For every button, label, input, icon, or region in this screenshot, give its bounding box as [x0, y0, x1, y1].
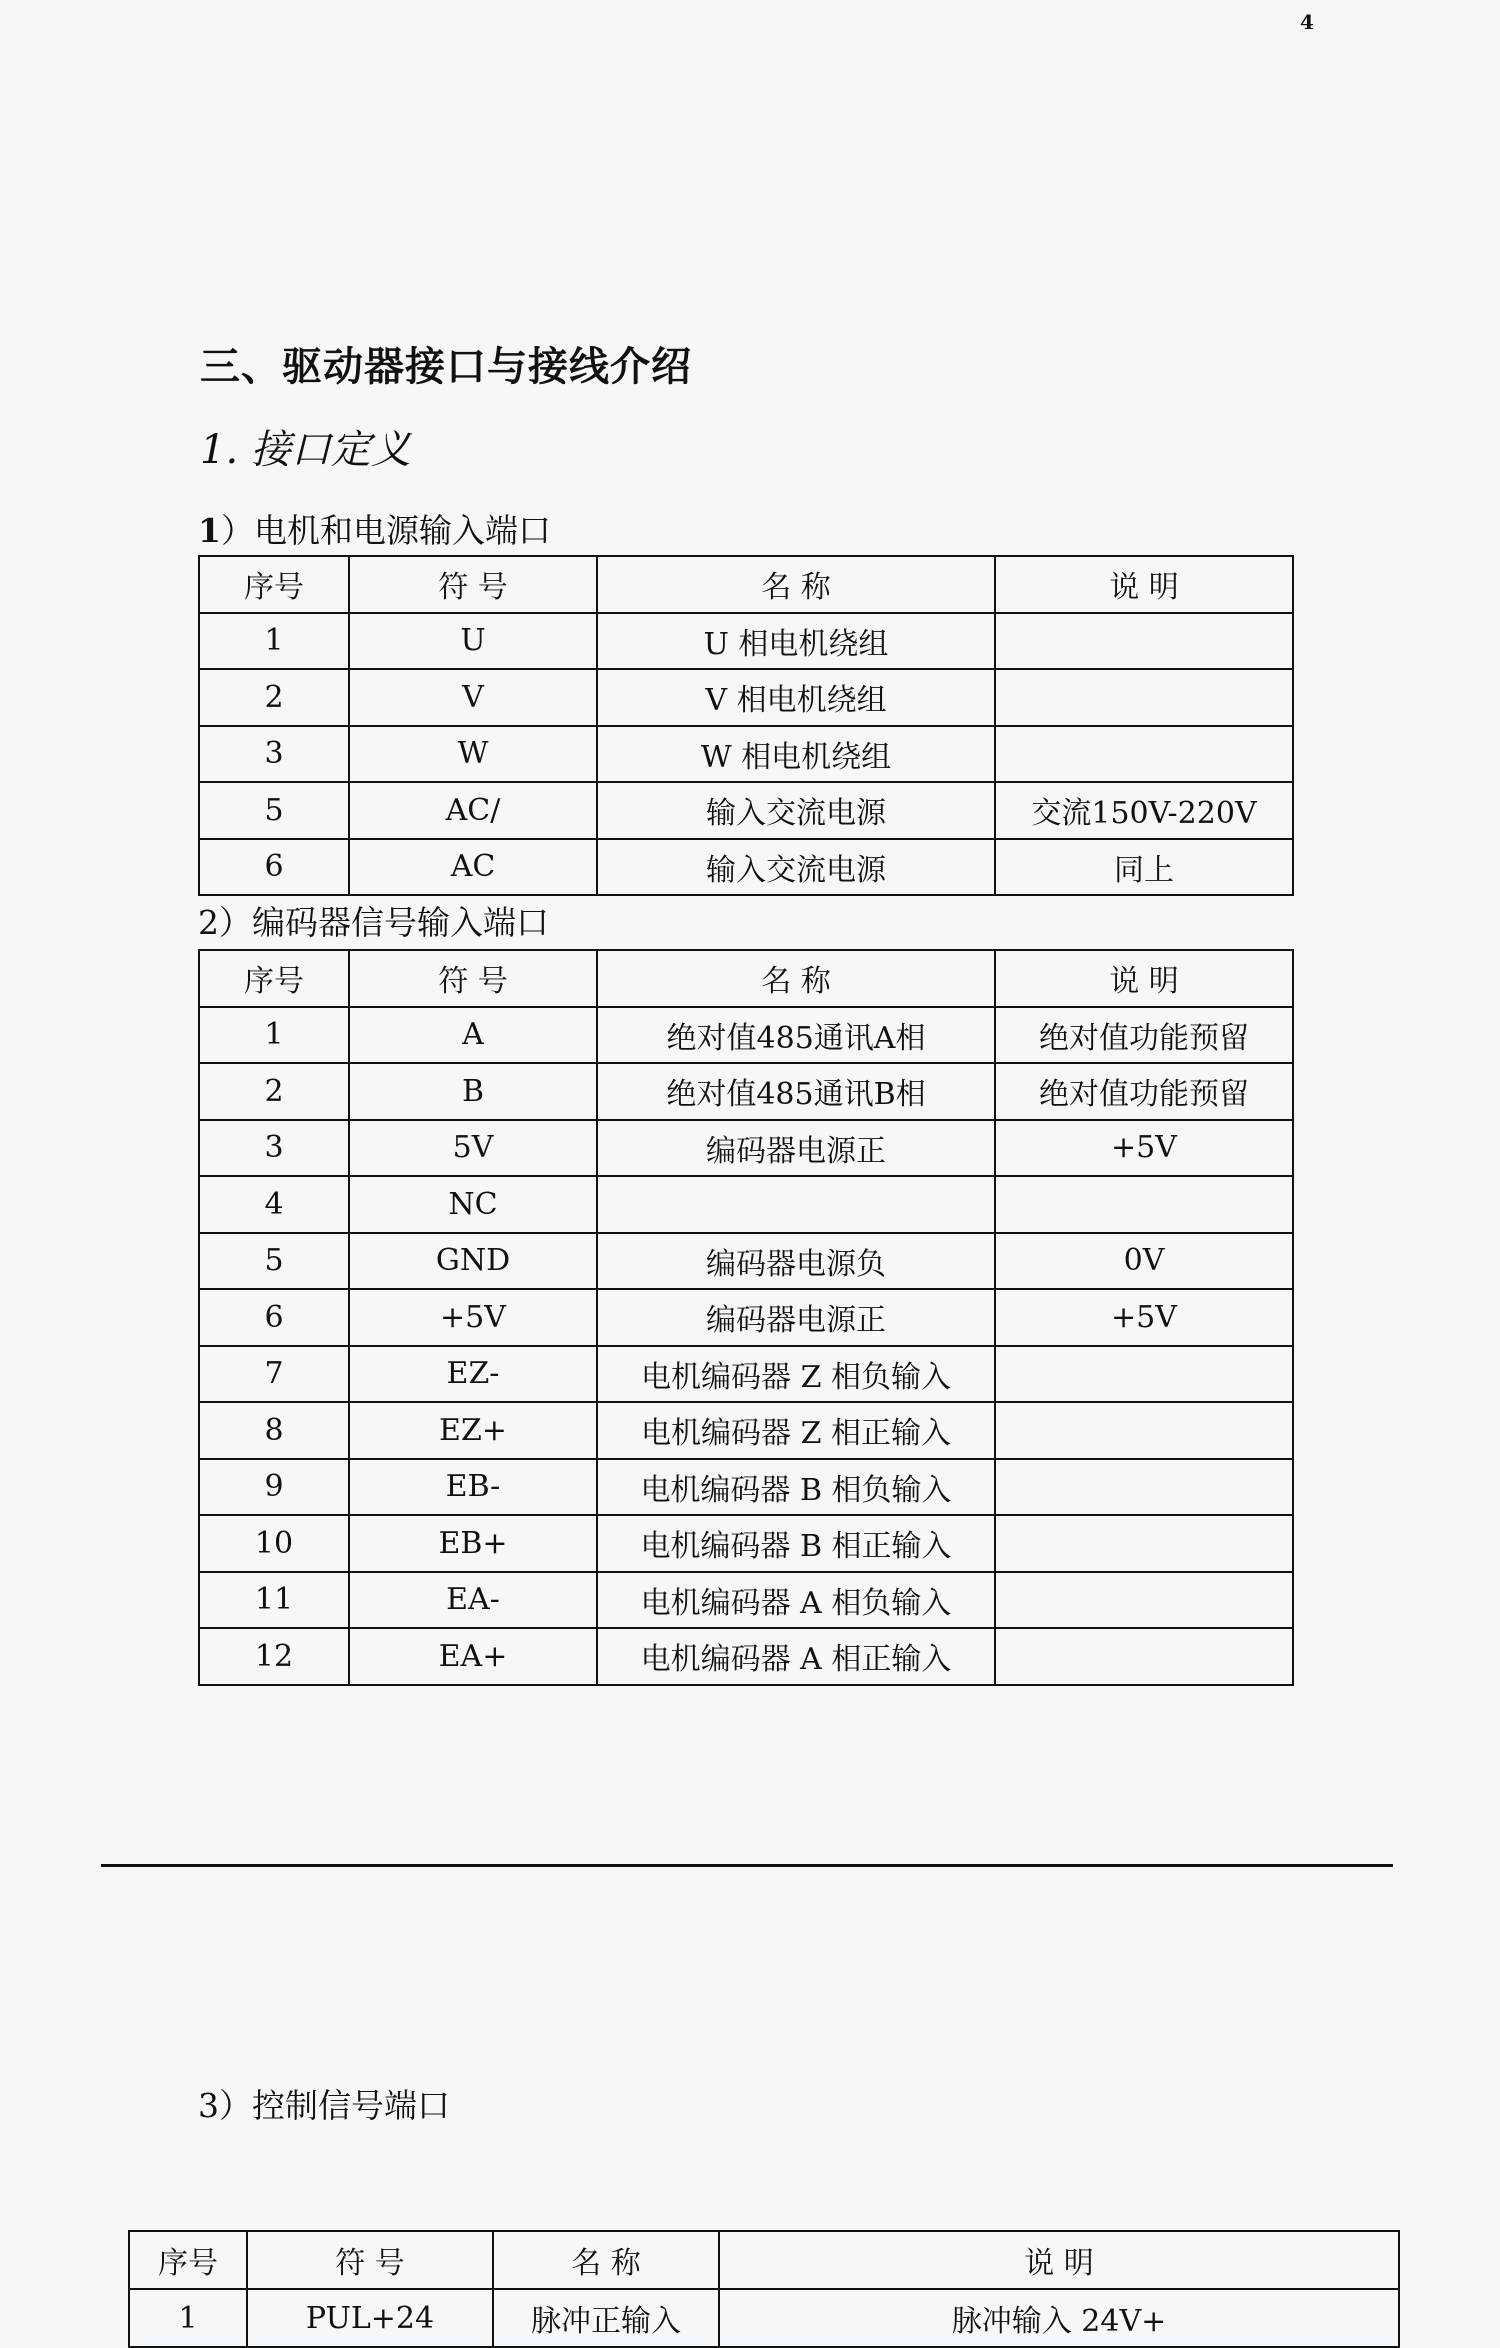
table-cell: 脉冲输入 24V+: [719, 2289, 1399, 2347]
table-row: [199, 1120, 1293, 1177]
table-cell: B: [349, 1063, 597, 1120]
table-row: [199, 1515, 1293, 1572]
table-row: [199, 1628, 1293, 1685]
table-cell: 1: [199, 1007, 349, 1064]
table-cell: [995, 1515, 1293, 1572]
table-row: [199, 1572, 1293, 1629]
column-header: 符 号: [349, 556, 597, 613]
table-row: [199, 613, 1293, 670]
table-cell: PUL+24: [247, 2289, 493, 2347]
table-cell: 3: [199, 726, 349, 783]
table-cell: 电机编码器 B 相正输入: [597, 1515, 995, 1572]
table-cell: GND: [349, 1233, 597, 1290]
table-cell: 6: [199, 839, 349, 896]
table-body: [129, 2289, 1399, 2347]
section-title: 三、驱动器接口与接线介绍: [200, 343, 692, 390]
table-cell: 绝对值485通讯A相: [597, 1007, 995, 1064]
table-cell: 10: [199, 1515, 349, 1572]
table-cell: 电机编码器 Z 相正输入: [597, 1402, 995, 1459]
table-cell: 脉冲正输入: [493, 2289, 719, 2347]
table-cell: 9: [199, 1459, 349, 1516]
column-header: 序号: [199, 556, 349, 613]
table-row: [199, 1176, 1293, 1233]
table-cell: 2: [199, 669, 349, 726]
table-cell: 输入交流电源: [597, 782, 995, 839]
table-cell: 电机编码器 A 相正输入: [597, 1628, 995, 1685]
table-cell: [995, 1459, 1293, 1516]
table-cell: [995, 1628, 1293, 1685]
table-cell: U: [349, 613, 597, 670]
page-number: 4: [1300, 10, 1314, 34]
column-header: 序号: [129, 2231, 247, 2289]
header-row: [129, 2231, 1399, 2289]
table-cell: 5V: [349, 1120, 597, 1177]
table-cell: 绝对值485通讯B相: [597, 1063, 995, 1120]
table-cell: 2: [199, 1063, 349, 1120]
table1-caption-number: 1: [198, 511, 221, 550]
table-cell: 电机编码器 A 相负输入: [597, 1572, 995, 1629]
table-body: [199, 613, 1293, 896]
table-header: [199, 950, 1293, 1007]
table-cell: 电机编码器 B 相负输入: [597, 1459, 995, 1516]
table-cell: +5V: [995, 1120, 1293, 1177]
table-cell: [995, 613, 1293, 670]
table-cell: AC: [349, 839, 597, 896]
table-row: [199, 1289, 1293, 1346]
column-header: 名 称: [493, 2231, 719, 2289]
table-cell: 绝对值功能预留: [995, 1007, 1293, 1064]
column-header: 说 明: [995, 950, 1293, 1007]
table-cell: 编码器电源负: [597, 1233, 995, 1290]
table-row: [199, 1346, 1293, 1403]
table-cell: V: [349, 669, 597, 726]
table-row: [199, 1402, 1293, 1459]
column-header: 名 称: [597, 556, 995, 613]
column-header: 名 称: [597, 950, 995, 1007]
table-cell: +5V: [995, 1289, 1293, 1346]
motor-power-port-table: [198, 555, 1294, 896]
table-cell: [995, 1346, 1293, 1403]
table-cell: EB-: [349, 1459, 597, 1516]
table-header: [199, 556, 1293, 613]
table-cell: 7: [199, 1346, 349, 1403]
table-cell: W: [349, 726, 597, 783]
table-cell: +5V: [349, 1289, 597, 1346]
table-row: [199, 1063, 1293, 1120]
table-row: [199, 1233, 1293, 1290]
table-cell: 5: [199, 1233, 349, 1290]
table-cell: 4: [199, 1176, 349, 1233]
table-cell: 0V: [995, 1233, 1293, 1290]
table-cell: EA-: [349, 1572, 597, 1629]
table-cell: [995, 1572, 1293, 1629]
table-cell: 11: [199, 1572, 349, 1629]
table-cell: 1: [129, 2289, 247, 2347]
table-cell: 8: [199, 1402, 349, 1459]
page-divider: [101, 1864, 1393, 1867]
table-row: [199, 669, 1293, 726]
header-row: [199, 950, 1293, 1007]
table-cell: 编码器电源正: [597, 1289, 995, 1346]
subsection-title: 1. 接口定义: [200, 427, 411, 473]
table2-caption: 2）编码器信号输入端口: [198, 903, 549, 942]
column-header: 序号: [199, 950, 349, 1007]
table-header: [129, 2231, 1399, 2289]
encoder-port-table: [198, 949, 1294, 1686]
table-cell: 编码器电源正: [597, 1120, 995, 1177]
column-header: 符 号: [349, 950, 597, 1007]
table-cell: 12: [199, 1628, 349, 1685]
table-cell: 交流150V-220V: [995, 782, 1293, 839]
table-cell: [995, 1176, 1293, 1233]
control-signal-port-table: [128, 2230, 1400, 2348]
table-cell: AC/: [349, 782, 597, 839]
table-cell: U 相电机绕组: [597, 613, 995, 670]
table-cell: W 相电机绕组: [597, 726, 995, 783]
table-cell: 3: [199, 1120, 349, 1177]
table-cell: 同上: [995, 839, 1293, 896]
column-header: 说 明: [719, 2231, 1399, 2289]
table-row: [199, 726, 1293, 783]
header-row: [199, 556, 1293, 613]
table-row: [199, 1459, 1293, 1516]
column-header: 说 明: [995, 556, 1293, 613]
table-body: [199, 1007, 1293, 1685]
table-cell: 5: [199, 782, 349, 839]
table1-caption: [198, 505, 551, 552]
table1-caption-text: ）电机和电源输入端口: [220, 511, 551, 550]
table-cell: A: [349, 1007, 597, 1064]
table-cell: EA+: [349, 1628, 597, 1685]
table-cell: 电机编码器 Z 相负输入: [597, 1346, 995, 1403]
table-cell: 绝对值功能预留: [995, 1063, 1293, 1120]
table-cell: EZ+: [349, 1402, 597, 1459]
table-cell: [995, 726, 1293, 783]
table-cell: 输入交流电源: [597, 839, 995, 896]
table-cell: 1: [199, 613, 349, 670]
table-cell: [995, 669, 1293, 726]
table-cell: 6: [199, 1289, 349, 1346]
table-cell: [995, 1402, 1293, 1459]
table-row: [129, 2289, 1399, 2347]
table-cell: [597, 1176, 995, 1233]
column-header: 符 号: [247, 2231, 493, 2289]
table-cell: EZ-: [349, 1346, 597, 1403]
table-cell: V 相电机绕组: [597, 669, 995, 726]
table-row: [199, 782, 1293, 839]
table-cell: EB+: [349, 1515, 597, 1572]
table-row: [199, 839, 1293, 896]
table-row: [199, 1007, 1293, 1064]
table3-caption: 3）控制信号端口: [198, 2086, 450, 2125]
table-cell: NC: [349, 1176, 597, 1233]
